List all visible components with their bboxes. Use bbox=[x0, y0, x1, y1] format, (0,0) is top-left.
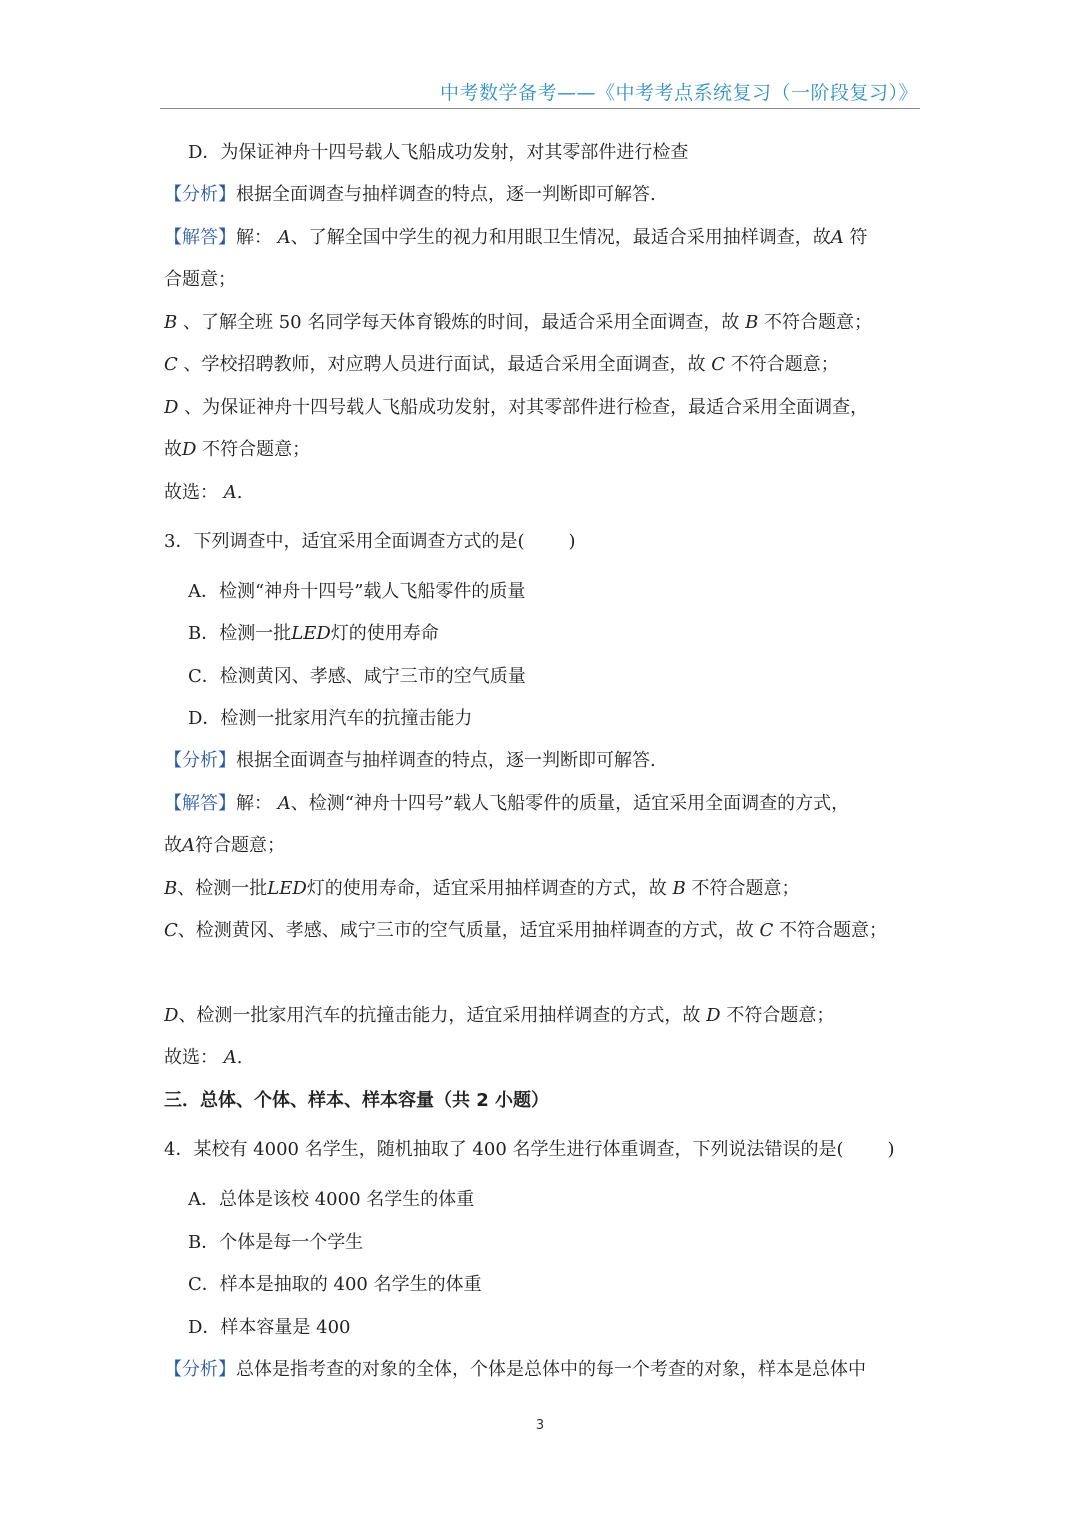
q3-choice: 故选： A. bbox=[164, 1047, 243, 1068]
answer-tag: 解答 bbox=[182, 793, 218, 814]
q2-choice: 故选： A. bbox=[164, 482, 243, 503]
q4-option-c: C．样本是抽取的 400 名学生的体重 bbox=[188, 1274, 482, 1295]
q3-option-a: A．检测“神舟十四号”载人飞船零件的质量 bbox=[188, 581, 526, 602]
q4-analysis: 【分析】总体是指考查的对象的全体，个体是总体中的每一个考查的对象，样本是总体中 bbox=[164, 1359, 866, 1380]
q3-answer-c: C、检测黄冈、孝感、咸宁三市的空气质量，适宜采用抽样调查的方式，故 C 不符合题意； bbox=[164, 920, 888, 941]
q3-answer-a-cont: 故A符合题意； bbox=[164, 835, 285, 856]
page-header-title: 中考数学备考——《中考考点系统复习（一阶段复习）》 bbox=[439, 82, 918, 104]
q2-answer-b: B 、了解全班 50 名同学每天体育锻炼的时间，最适合采用全面调查，故 B 不符合题意； bbox=[164, 312, 873, 333]
answer-tag: 解答 bbox=[182, 227, 218, 248]
q4-option-b: B．个体是每一个学生 bbox=[188, 1232, 364, 1253]
q3-stem: 3．下列调查中，适宜采用全面调查方式的是( ) bbox=[164, 531, 576, 552]
page-number: 3 bbox=[535, 1418, 545, 1433]
q4-option-a: A．总体是该校 4000 名学生的体重 bbox=[188, 1189, 475, 1210]
q3-answer-a: 【解答】解： A、检测“神舟十四号”载人飞船零件的质量，适宜采用全面调查的方式， bbox=[164, 793, 850, 814]
q4-stem: 4．某校有 4000 名学生，随机抽取了 400 名学生进行体重调查，下列说法错误的是( ) bbox=[164, 1139, 895, 1160]
q2-answer-d-cont: 故D 不符合题意； bbox=[164, 439, 311, 460]
q3-analysis: 【分析】根据全面调查与抽样调查的特点，逐一判断即可解答. bbox=[164, 750, 656, 771]
analysis-tag: 分析 bbox=[182, 750, 218, 771]
analysis-tag: 分析 bbox=[182, 1359, 218, 1380]
q2-answer-a-cont: 合题意； bbox=[164, 269, 236, 290]
q4-option-d: D．样本容量是 400 bbox=[188, 1317, 351, 1338]
q3-option-c: C．检测黄冈、孝感、咸宁三市的空气质量 bbox=[188, 666, 526, 687]
header-divider bbox=[160, 108, 920, 109]
q2-option-d: D．为保证神舟十四号载人飞船成功发射，对其零部件进行检查 bbox=[188, 142, 689, 163]
q2-answer-d: D 、为保证神舟十四号载人飞船成功发射，对其零部件进行检查，最适合采用全面调查， bbox=[164, 397, 869, 418]
q3-answer-d: D、检测一批家用汽车的抗撞击能力，适宜采用抽样调查的方式，故 D 不符合题意； bbox=[164, 1005, 835, 1026]
q3-option-d: D．检测一批家用汽车的抗撞击能力 bbox=[188, 708, 473, 729]
section-heading: 三．总体、个体、样本、样本容量（共 2 小题） bbox=[164, 1090, 550, 1111]
q3-answer-b: B、检测一批LED灯的使用寿命，适宜采用抽样调查的方式，故 B 不符合题意； bbox=[164, 878, 800, 899]
q2-answer-c: C 、学校招聘教师，对应聘人员进行面试，最适合采用全面调查，故 C 不符合题意； bbox=[164, 354, 839, 375]
analysis-tag: 分析 bbox=[182, 184, 218, 205]
q3-option-b: B．检测一批LED灯的使用寿命 bbox=[188, 623, 439, 644]
q2-analysis: 【分析】根据全面调查与抽样调查的特点，逐一判断即可解答. bbox=[164, 184, 656, 205]
q2-answer-a: 【解答】解： A、了解全国中学生的视力和用眼卫生情况，最适合采用抽样调查，故A 符 bbox=[164, 227, 868, 248]
